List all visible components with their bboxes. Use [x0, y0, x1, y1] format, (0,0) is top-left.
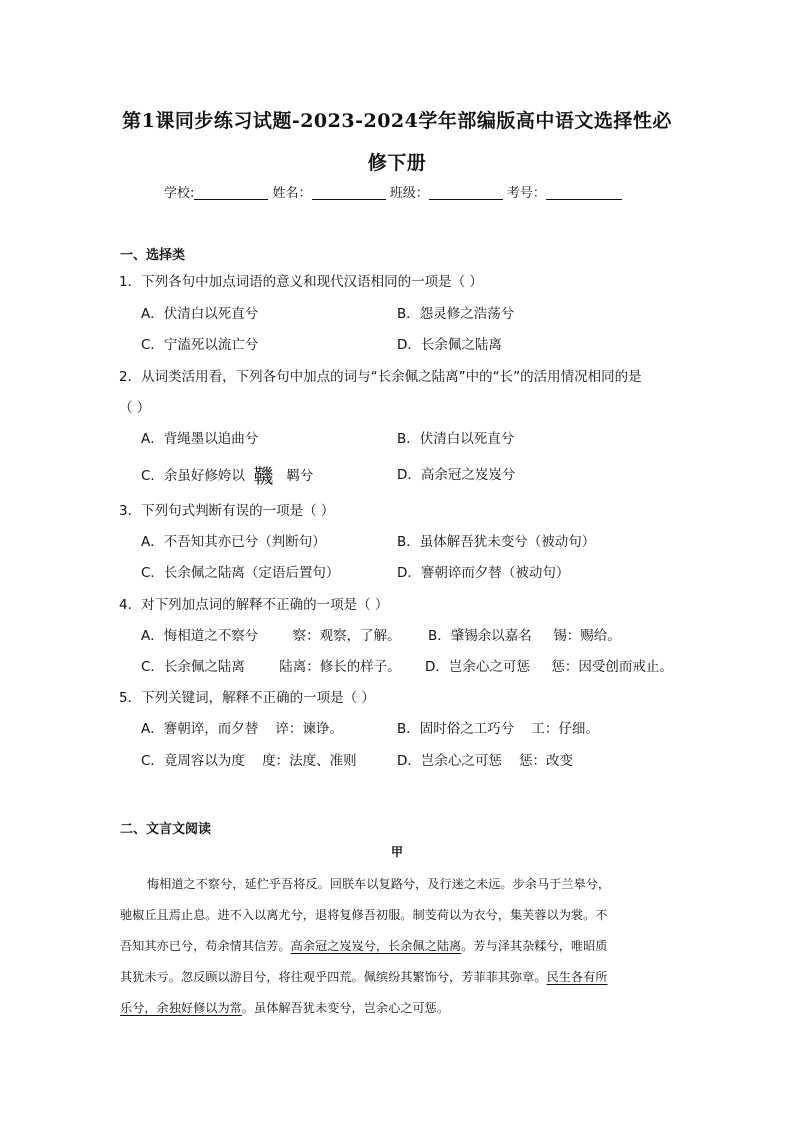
name-field[interactable] [312, 185, 386, 200]
question-5-option-a: A．謇朝谇，而夕替 谇：谏诤。 [141, 721, 343, 737]
question-2-option-b: B．伏清白以死直兮 [397, 431, 515, 447]
question-3-stem: 3．下列句式判断有误的一项是（ ） [119, 503, 335, 519]
passage-line-2: 驰椒丘且焉止息。进不入以离尤兮，退将复修吾初服。制芰荷以为衣兮，集芙蓉以为裳。不 [120, 908, 608, 922]
number-field[interactable] [546, 185, 622, 200]
question-1-option-d: D．长余佩之陆离 [397, 337, 502, 353]
school-field[interactable] [194, 185, 268, 200]
question-2-stem-continued: （ ） [119, 400, 151, 416]
number-label: 考号： [506, 186, 546, 201]
underlined-sentence-2: 民生各有所 [546, 970, 608, 984]
question-4-option-d: D．岂余心之可惩 惩：因受创而戒止。 [425, 659, 673, 675]
school-label: 学校: [164, 186, 195, 201]
passage-label: 甲 [390, 845, 403, 859]
passage-line-4 [120, 968, 608, 985]
passage-text: 。虽体解吾犹未变兮，岂余心之可惩。 [241, 1001, 450, 1015]
passage-text: 。芳与泽其杂糅兮，唯昭质 [461, 939, 608, 953]
passage-line-3 [120, 937, 608, 954]
class-field[interactable] [429, 185, 503, 200]
question-2-stem: 2．从词类活用看，下列各句中加点的词与“长余佩之陆离”中的“长”的活用情况相同的是 [119, 369, 642, 385]
question-2-option-a: A．背绳墨以追曲兮 [141, 431, 259, 447]
question-3-option-d: D．謇朝谇而夕替（被动句） [397, 565, 570, 581]
passage-text: 吾知其亦已兮，苟余情其信芳。 [120, 939, 291, 953]
question-2-option-d: D．高余冠之岌岌兮 [397, 467, 516, 483]
underlined-sentence-2-cont: 乐兮，余独好修以为常 [120, 1001, 242, 1015]
question-5-option-c: C．竟周容以为度 度：法度、准则 [141, 753, 357, 769]
question-2-option-c [141, 460, 313, 489]
name-label: 姓名： [272, 186, 312, 201]
passage-text: 其犹未亏。忽反顾以游目兮，将往观乎四荒。佩缤纷其繁饰兮，芳菲菲其弥章。 [120, 970, 547, 984]
question-2-option-c-tail: 羁兮 [286, 468, 314, 484]
underlined-sentence-1: 高余冠之岌岌兮，长余佩之陆离 [290, 939, 462, 953]
class-label: 班级： [389, 186, 429, 201]
question-5-stem: 5．下列关键词，解释不正确的一项是（ ） [119, 690, 375, 706]
question-4-option-a: A．悔相道之不察兮 察：观察，了解。 [141, 628, 401, 644]
question-4-option-b: B．肇锡余以嘉名 锡：赐给。 [428, 628, 621, 644]
question-1-stem: 1．下列各句中加点词语的意义和现代汉语相同的一项是（ ） [119, 274, 483, 290]
question-1-option-c: C．宁溘死以流亡兮 [141, 337, 259, 353]
document-title-line-2: 修下册 [367, 152, 427, 174]
question-1-option-b: B．怨灵修之浩荡兮 [397, 306, 515, 322]
section-heading-choice: 一、选择类 [120, 248, 186, 263]
question-3-option-c: C．长余佩之陆离（定语后置句） [141, 565, 340, 581]
passage-line-5 [120, 999, 449, 1016]
question-4-option-c: C．长余佩之陆离 陆离：修长的样子。 [141, 659, 401, 675]
question-5-option-b: B．固时俗之工巧兮 工：仔细。 [397, 721, 599, 737]
question-2-option-c-rare-char: 鞿 [253, 464, 274, 488]
section-heading-reading: 二、文言文阅读 [120, 822, 212, 837]
question-2-option-c-text: C．余虽好修姱以 [141, 468, 245, 484]
document-title-line-1: 第1课同步练习试题-2023-2024学年部编版高中语文选择性必 [122, 110, 672, 132]
question-3-option-b: B．虽体解吾犹未变兮（被动句） [397, 534, 596, 550]
question-5-option-d: D．岂余心之可惩 惩：改变 [397, 753, 574, 769]
student-info-row [164, 182, 622, 201]
question-4-stem: 4．对下列加点词的解释不正确的一项是（ ） [119, 597, 389, 613]
passage-line-1: 悔相道之不察兮，延伫乎吾将反。回朕车以复路兮，及行迷之未远。步余马于兰皋兮， [147, 877, 611, 891]
question-1-option-a: A．伏清白以死直兮 [141, 306, 259, 322]
question-3-option-a: A．不吾知其亦已兮（判断句） [141, 534, 326, 550]
